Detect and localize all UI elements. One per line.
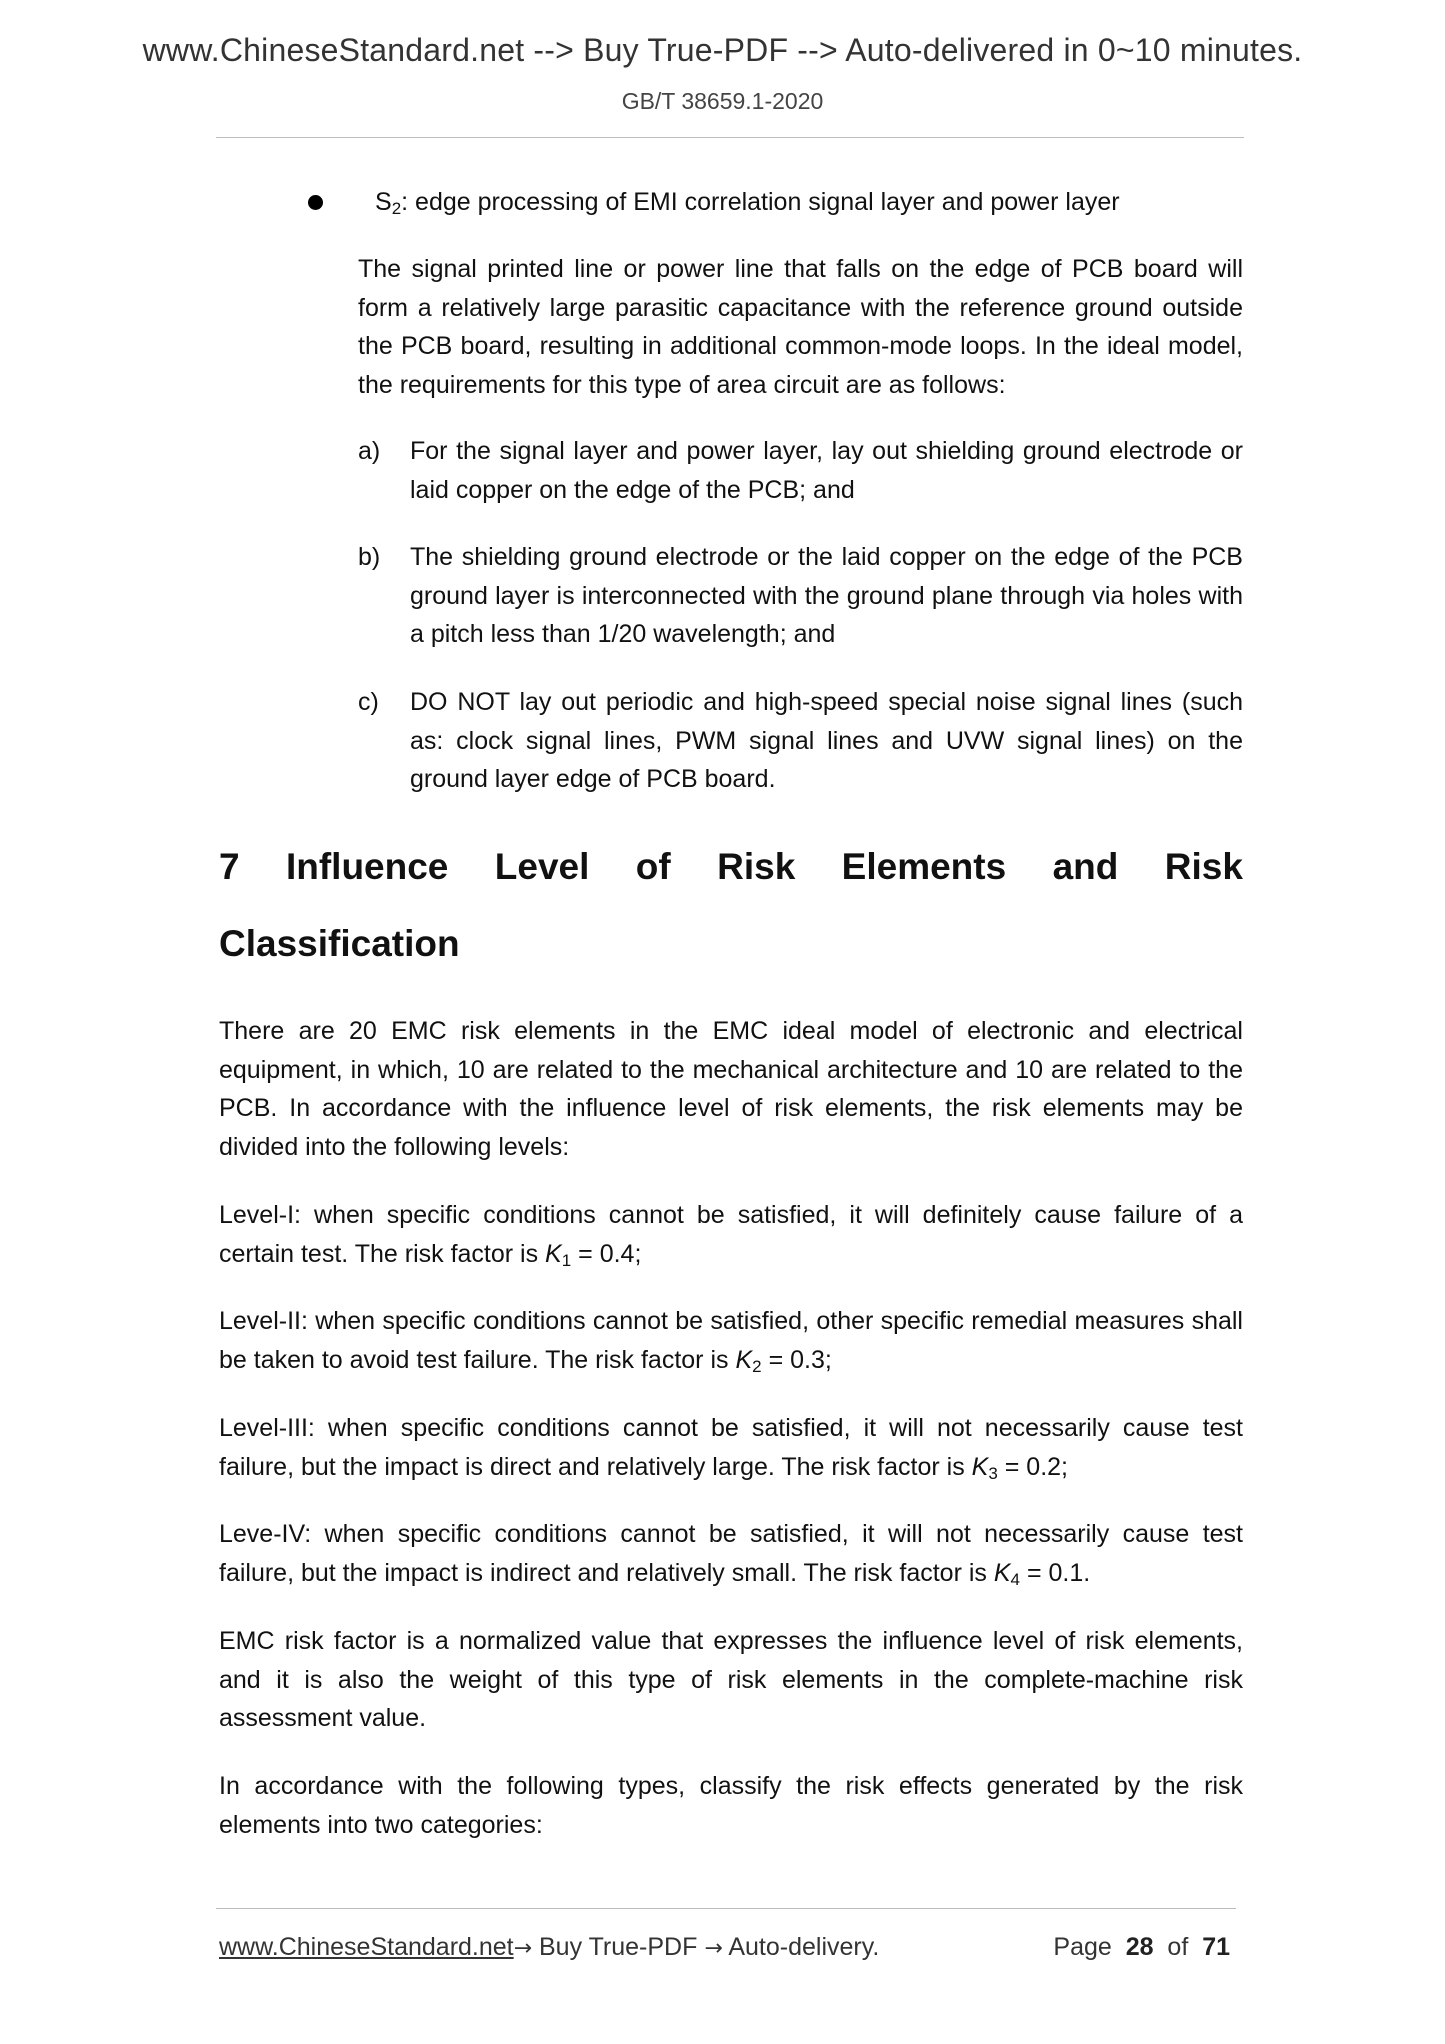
risk-factor-paragraph: EMC risk factor is a normalized value that expresses the influence level of risk elements, and it is also the weight of this type of risk elements in the complete-machine risk assessment value.	[219, 1627, 1243, 1732]
section-number: 7	[219, 846, 240, 887]
footer-buy-text: Buy True-PDF	[532, 1933, 705, 1961]
level-paragraph	[219, 1302, 1243, 1379]
risk-factor-value: = 0.3;	[761, 1345, 832, 1374]
total-pages: 71	[1202, 1933, 1230, 1961]
level-text: Level-I: when specific conditions cannot be satisfied, it will definitely cause failure of a certain test. The risk factor is	[219, 1201, 1243, 1268]
section-heading	[219, 828, 1243, 982]
list-item-label: c)	[358, 688, 379, 716]
page-indicator	[1053, 1933, 1230, 1962]
top-banner: www.ChineseStandard.net --> Buy True-PDF --> Auto-delivered in 0~10 minutes.	[142, 32, 1303, 68]
of-label: of	[1167, 1933, 1189, 1961]
footer-auto-text: Auto-delivery.	[722, 1933, 880, 1961]
risk-factor-sub: 4	[1010, 1569, 1020, 1589]
risk-factor-sub: 3	[988, 1463, 998, 1483]
heading-word: and	[1052, 846, 1119, 887]
bullet-symbol: S	[375, 188, 392, 216]
section-heading-line1	[219, 828, 1243, 905]
page-label: Page	[1053, 1933, 1112, 1961]
level-text: Leve-IV: when specific conditions cannot be satisfied, it will not necessarily cause test failure, but the impact is indirect and relatively small. The risk factor is	[219, 1520, 1243, 1587]
bullet-text	[375, 183, 1120, 222]
list-item-label: a)	[358, 437, 381, 465]
risk-factor-sub: 1	[561, 1250, 572, 1270]
heading-word: Elements	[841, 846, 1007, 887]
heading-word: Level	[494, 846, 590, 887]
bullet-description: : edge processing of EMI correlation signal layer and power layer	[401, 188, 1120, 216]
risk-factor-var: K	[971, 1452, 989, 1481]
footer-divider	[216, 1908, 1236, 1909]
level-paragraph	[219, 1409, 1243, 1486]
list-item-text: The shielding ground electrode or the laid copper on the edge of the PCB ground layer is interconnected with the ground plane through via holes with a pitch less than 1/20 wavelength; and	[410, 543, 1243, 648]
level-paragraph	[219, 1196, 1243, 1273]
footer-site-link[interactable]: www.ChineseStandard.net	[219, 1933, 514, 1961]
arrow-right-icon: →	[704, 1936, 723, 1961]
risk-factor-var: K	[993, 1558, 1011, 1587]
risk-factor-sub: 2	[752, 1356, 762, 1376]
list-item-label: b)	[358, 543, 381, 571]
intro-paragraph: The signal printed line or power line that falls on the edge of PCB board will form a relatively large parasitic capacitance with the reference ground outside the PCB board, resulting in additional common-mode loops. In the ideal model, the requirements for this type of area circuit are as follows:	[358, 255, 1243, 399]
level-text: Level-III: when specific conditions cannot be satisfied, it will not necessarily cause test failure, but the impact is direct and relatively large. The risk factor is	[219, 1414, 1243, 1481]
bullet-dot-icon	[308, 195, 323, 210]
heading-word: of	[635, 846, 671, 887]
heading-word: Risk	[717, 846, 796, 887]
classify-paragraph: In accordance with the following types, classify the risk effects generated by the risk elements into two categories:	[219, 1772, 1243, 1839]
page-number: 28	[1125, 1933, 1154, 1961]
heading-word: Influence	[285, 846, 449, 887]
risk-factor-var: K	[735, 1345, 753, 1374]
page-footer	[219, 1933, 1236, 1962]
list-item-text: For the signal layer and power layer, lay out shielding ground electrode or laid copper on the edge of the PCB; and	[410, 437, 1243, 504]
document-code: GB/T 38659.1-2020	[621, 88, 824, 114]
level-paragraph	[219, 1515, 1243, 1592]
risk-factor-value: = 0.2;	[997, 1452, 1068, 1481]
risk-factor-value: = 0.4;	[571, 1239, 642, 1268]
arrow-right-icon: →	[513, 1936, 533, 1961]
section-heading-line2: Classification	[219, 923, 460, 964]
risk-factor-var: K	[545, 1239, 562, 1268]
risk-factor-value: = 0.1.	[1020, 1558, 1091, 1587]
list-item-text: DO NOT lay out periodic and high-speed special noise signal lines (such as: clock signal lines, PWM signal lines and UVW signal lines) on the ground layer edge of PCB board.	[410, 688, 1243, 793]
heading-word: Risk	[1164, 846, 1243, 887]
bullet-subscript: 2	[391, 199, 402, 218]
section-intro-paragraph: There are 20 EMC risk elements in the EMC ideal model of electronic and electrical equipment, in which, 10 are related to the mechanical architecture and 10 are related to the PCB. In accordance with the influence level of risk elements, the risk elements may be divided into the following levels:	[219, 1017, 1243, 1161]
header-divider	[216, 137, 1244, 138]
level-text: Level-II: when specific conditions cannot be satisfied, other specific remedial measures shall be taken to avoid test failure. The risk factor is	[219, 1307, 1243, 1374]
